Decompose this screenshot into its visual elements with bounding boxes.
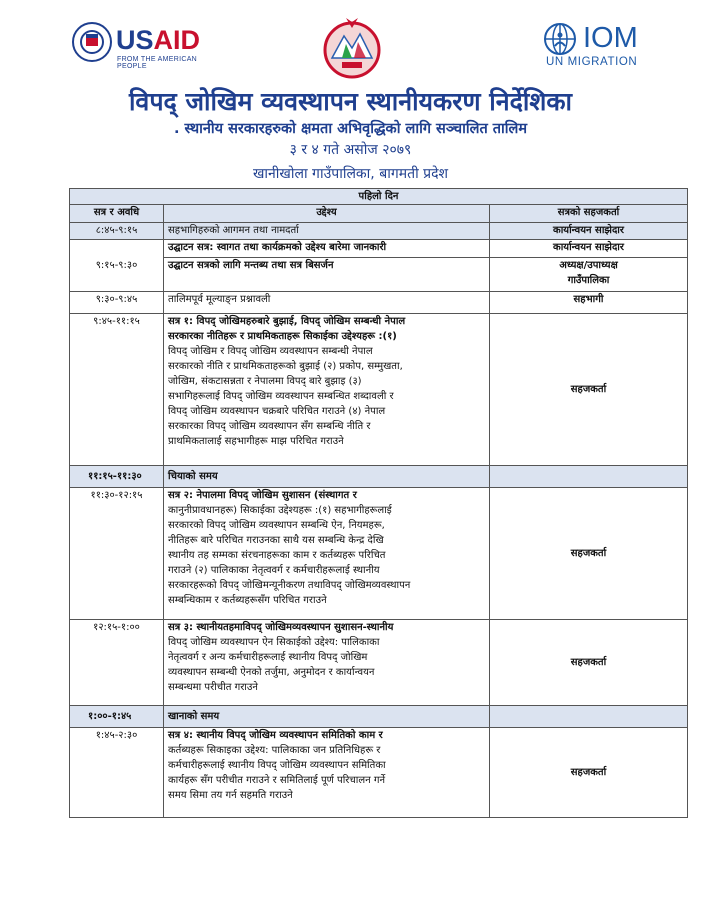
table-row (70, 240, 688, 258)
table-row (70, 488, 688, 620)
col-header-facilitator: सत्रको सहजकर्ता (490, 205, 688, 223)
iom-subtitle: UN MIGRATION (546, 56, 638, 68)
objective-line: विपद् जोखिम व्यवस्थापन चक्रबारे परिचित गराउने (४) नेपाल (168, 406, 386, 417)
row-time: १:००-१:४५ (70, 706, 164, 728)
session-heading: सत्र १: विपद् जोखिमहरुबारे बुझाई, विपद् जोखिम सम्बन्धी नेपाल (168, 316, 406, 327)
row-time: १:४५-२:३० (70, 728, 164, 818)
table-row (70, 706, 688, 728)
row-objective: तालिमपूर्व मूल्याङ्न प्रश्नावली (164, 292, 490, 314)
document-title: विपद् जोखिम व्यवस्थापन स्थानीयकरण निर्देशिका (128, 87, 573, 116)
day-header-row (70, 189, 688, 205)
row-objective (164, 488, 490, 620)
column-header-row (70, 205, 688, 223)
document-place: खानीखोला गाउँपालिका, बागमती प्रदेश (252, 166, 449, 182)
row-facilitator: सहभागी (490, 292, 688, 314)
row-facilitator: कार्यान्वयन साझेदार (490, 223, 688, 240)
table-row (70, 728, 688, 818)
objective-line: नीतिहरू बारे परिचित गराउनका साथै यस सम्बन्धि केन्द्र देखि (168, 535, 384, 546)
objective-line: सम्बन्धमा परीचीत गराउने (168, 682, 258, 693)
row-time: ८:४५-९:१५ (70, 223, 164, 240)
schedule-table (69, 188, 688, 818)
day-label: पहिलो दिन (70, 189, 688, 205)
col-header-time: सत्र र अवधि (70, 205, 164, 223)
objective-line: प्राथमिकतालाई सहभागीहरू माझ परिचित गराउने (168, 436, 344, 447)
objective-line: सभागिहरूलाई विपद् जोखिम व्यवस्थापन सम्बन्धित शब्दावली र (168, 391, 394, 402)
objective-line: नेतृत्ववर्ग र अन्य कर्मचारीहरूलाई स्थानीय विपद् जोखिम (168, 652, 368, 663)
usaid-seal-icon (72, 22, 112, 62)
row-facilitator: सहजकर्ता (490, 620, 688, 706)
row-time: ११:३०-१२:१५ (70, 488, 164, 620)
facilitator-line: गाउँपालिका (567, 275, 610, 286)
objective-line: विपद् जोखिम व्यवस्थापन ऐन सिकाईको उद्देश्य: पालिकाका (168, 637, 380, 648)
row-objective: सहभागिहरुको आगमन तथा नामदर्ता (164, 223, 490, 240)
session-heading: सरकारका नीतिहरू र प्राथमिकताहरू सिकाईका उद्देश्यहरू :(१) (168, 331, 397, 342)
table-row (70, 620, 688, 706)
objective-line: जोखिम, संकटासन्नता र नेपालमा विपद् बारे बुझाइ (३) (168, 376, 362, 387)
session-heading: सत्र ३: स्थानीयतहमाविपद् जोखिमव्यवस्थापन सुशासन-स्थानीय (168, 622, 394, 633)
table-row (70, 292, 688, 314)
row-facilitator (490, 706, 688, 728)
objective-line: सरकारहरूको विपद् जोखिमन्यूनीकरण तथाविपद् जोखिमव्यवस्थापन (168, 580, 411, 591)
row-facilitator (490, 258, 688, 292)
objective-line: विपद् जोखिम र विपद् जोखिम व्यवस्थापन सम्बन्धी नेपाल (168, 346, 373, 357)
row-facilitator: सहजकर्ता (490, 488, 688, 620)
row-facilitator: सहजकर्ता (490, 728, 688, 818)
objective-line: व्यवस्थापन सम्बन्धी ऐनको तर्जुमा, अनुमोदन र कार्यान्वयन (168, 667, 375, 678)
row-facilitator: सहजकर्ता (490, 314, 688, 466)
objective-line: सरकारको नीति र प्राथमिकताहरूको बुझाई (२) प्रकोप, सम्मुखता, (168, 361, 403, 372)
iom-wordmark: IOM (583, 22, 638, 54)
row-facilitator: कार्यान्वयन साझेदार (490, 240, 688, 258)
table-row (70, 466, 688, 488)
objective-line: गराउने (२) पालिकाका नेतृत्ववर्ग र कर्मचारीहरूलाई स्थानीय (168, 565, 380, 576)
session-heading: सत्र ४: स्थानीय विपद् जोखिम व्यवस्थापन समितिको काम र (168, 730, 383, 741)
objective-line: कर्तब्यहरू सिकाइका उद्देश्य: पालिकाका जन प्रतिनिधिहरू र (168, 745, 381, 756)
table-row (70, 314, 688, 466)
objective-line: सरकारका विपद् जोखिम व्यवस्थापन सँग सम्बन्धि नीति र (168, 421, 371, 432)
row-objective (164, 314, 490, 466)
facilitator-line: अध्यक्ष/उपाध्यक्ष (559, 260, 618, 271)
document-subtitle: . स्थानीय सरकारहरुको क्षमता अभिवृद्धिको लागि सञ्चालित तालिम (173, 121, 528, 137)
row-objective (164, 620, 490, 706)
objective-line: सम्बन्धिकाम र कर्तब्यहरूसँग परिचित गराउने (168, 595, 327, 606)
row-objective: खानाको समय (164, 706, 490, 728)
row-facilitator (490, 466, 688, 488)
usaid-tagline: FROM THE AMERICAN PEOPLE (117, 56, 198, 70)
nepal-emblem-icon (322, 14, 382, 80)
table-row (70, 223, 688, 240)
row-objective: उद्घाटन सत्रको लागि मन्तब्य तथा सत्र बिसर्जन (164, 258, 490, 292)
row-time: ९:१५-९:३० (70, 240, 164, 292)
row-time: ९:४५-११:१५ (70, 314, 164, 466)
iom-globe-icon (543, 22, 577, 56)
col-header-objective: उद्देश्य (164, 205, 490, 223)
row-objective (164, 728, 490, 818)
iom-logo (543, 22, 653, 66)
objective-line: कानुनीप्रावधानहरू) सिकाईका उद्देश्यहरू :(१) सहभागीहरूलाई (168, 505, 392, 516)
objective-line: कार्यहरू सँग परीचीत गराउने र समितिलाई पूर्ण परिचालन गर्ने (168, 775, 386, 786)
row-objective: चियाको समय (164, 466, 490, 488)
row-time: १२:१५-१:०० (70, 620, 164, 706)
document-dates: ३ र ४ गते असोज २०७९ (289, 142, 412, 158)
objective-line: सरकारको विपद् जोखिम व्यवस्थापन सम्बन्धि ऐन, नियमहरू, (168, 520, 385, 531)
row-objective: उद्घाटन सत्र: स्वागत तथा कार्यक्रमको उद्देश्य बारेमा जानकारी (164, 240, 490, 258)
row-time: ११:१५-११:३० (70, 466, 164, 488)
usaid-logo (72, 22, 222, 72)
row-time: ९:३०-९:४५ (70, 292, 164, 314)
objective-line: स्थानीय तह सम्मका संरचनाहरूका काम र कर्तब्यहरू परिचित (168, 550, 386, 561)
objective-line: कर्मचारीहरूलाई स्थानीय विपद् जोखिम व्यवस्थापन समितिका (168, 760, 386, 771)
session-heading: सत्र २: नेपालमा विपद् जोखिम सुशासन (संस्थागत र (168, 490, 357, 501)
objective-line: समय सिमा तय गर्न सहमति गराउने (168, 790, 293, 801)
usaid-wordmark: USAID (116, 25, 201, 55)
